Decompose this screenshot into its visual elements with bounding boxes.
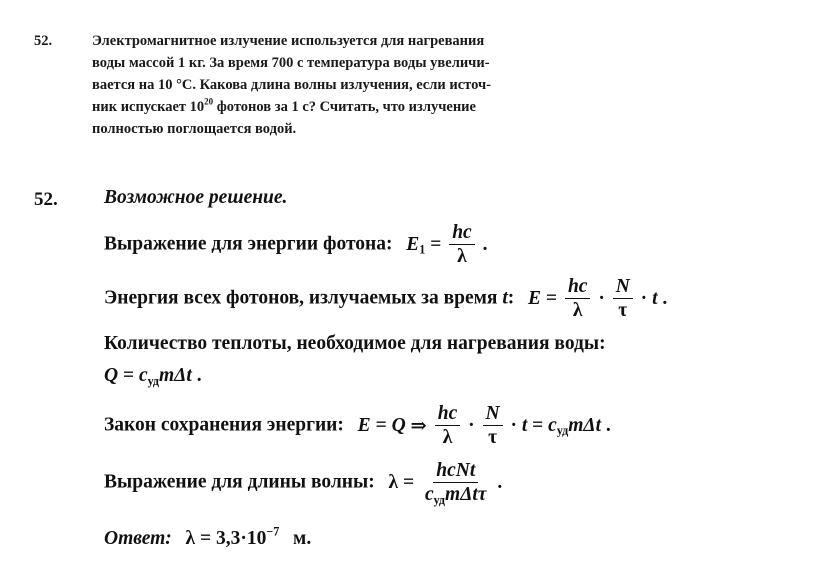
fraction-wavelength: $\frac{\text{hcNt}}{c_{уд}m\Delta t\tau}$ bbox=[424, 460, 487, 508]
photon-energy-row: Выражение для энергии фотона: $E_1$ = $\frac{hc}{\lambda}$ . bbox=[104, 222, 488, 268]
answer-row: Ответ: $\lambda = 3,3\cdot 10^{-7}$ м. bbox=[104, 524, 312, 549]
problem-line: вается на 10 °С. Какова длина волны излучения, если источ- bbox=[92, 77, 491, 93]
heat-formula: $Q = c_{уд}m\Delta t$ . bbox=[104, 365, 202, 389]
wavelength-row: Выражение для длины волны: λ = $\frac{\text{hcNt}}{c_{уд}m\Delta t\tau}$ . bbox=[104, 460, 503, 508]
answer-value: λ = 3,3·10 bbox=[185, 528, 267, 549]
power-exponent: 20 bbox=[204, 96, 214, 107]
conservation-row: Закон сохранения энергии: E = Q ⇒ $\frac{hc}{\lambda}$ · $\frac{N}{\tau}$ · $t = c_{уд}m\Delta t$ . bbox=[104, 403, 611, 449]
problem-line: воды массой 1 кг. За время 700 с температура воды увеличи- bbox=[92, 55, 490, 71]
solution-heading: Возможное решение. bbox=[104, 187, 288, 208]
problem-number: 52. bbox=[34, 33, 53, 49]
heat-row: Количество теплоты, необходимое для нагревания воды: bbox=[104, 333, 606, 354]
problem-line: полностью поглощается водой. bbox=[92, 121, 297, 137]
solution-number: 52. bbox=[34, 189, 58, 210]
fraction-hc-lambda: $\frac{hc}{\lambda}$ bbox=[449, 222, 475, 268]
problem-line: Электромагнитное излучение используется для нагревания bbox=[92, 33, 485, 49]
all-photons-row: Энергия всех фотонов, излучаемых за время t: E = $\frac{hc}{\lambda}$ · $\frac{N}{\tau}$ · t . bbox=[104, 276, 668, 322]
problem-line: ник испускает $10^{20}$ фотонов за 1 с? Считать, что излучение bbox=[92, 96, 476, 115]
